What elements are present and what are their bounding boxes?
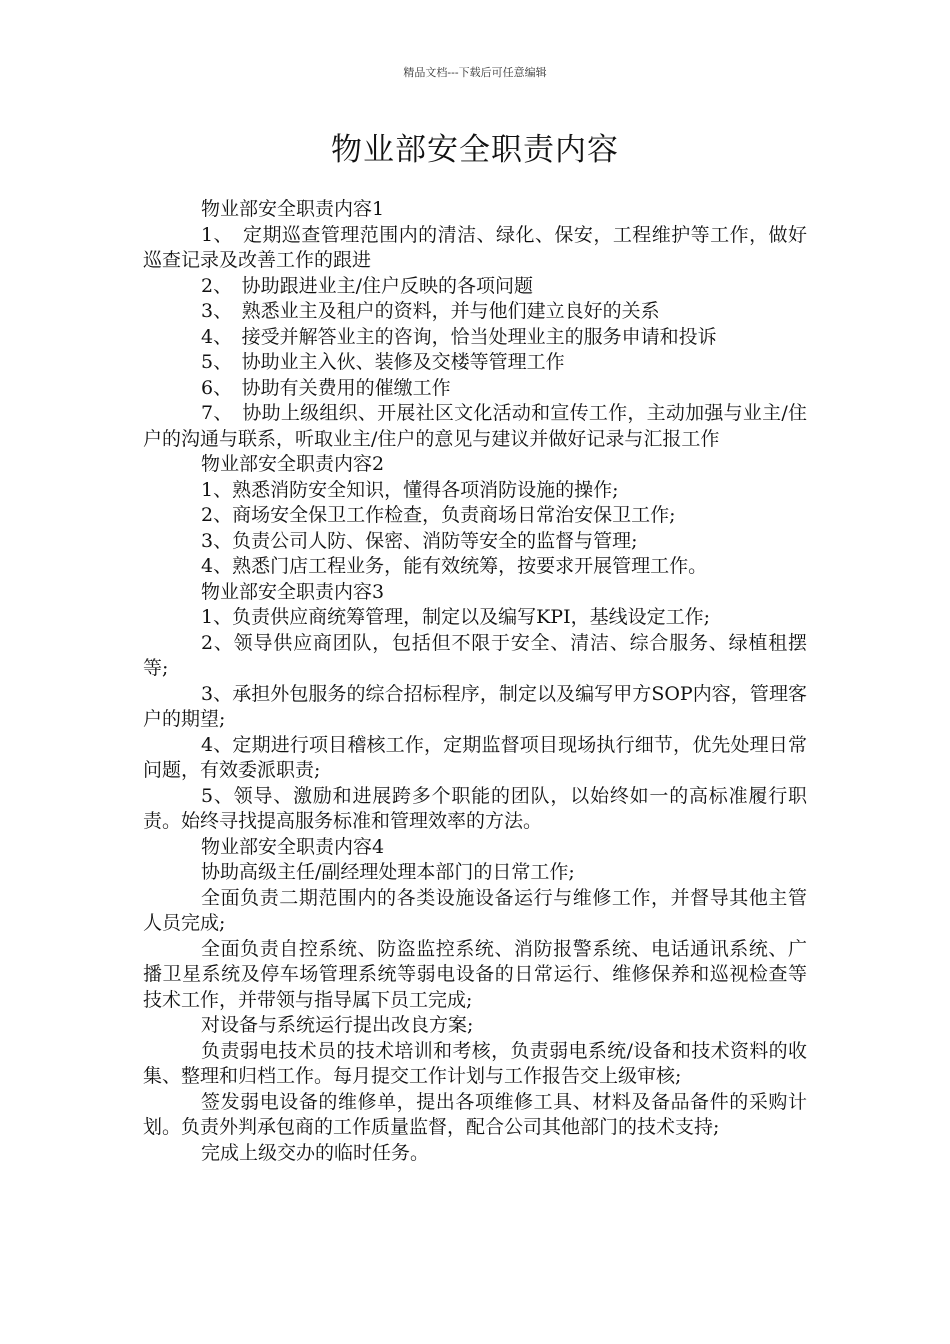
page-header-note: 精品文档---下载后可任意编辑: [403, 66, 547, 79]
list-item: 1、熟悉消防安全知识，懂得各项消防设施的操作;: [201, 478, 619, 501]
list-item: 3、负责公司人防、保密、消防等安全的监督与管理;: [201, 529, 638, 552]
list-item: 5、 协助业主入伙、装修及交楼等管理工作: [201, 351, 565, 373]
list-item: 2、 协助跟进业主/住户反映的各项问题: [201, 274, 533, 297]
document-title: 物业部安全职责内容: [331, 132, 619, 168]
list-item: 3、承担外包服务的综合招标程序，制定以及编写甲方SOP内容，管理客户的期望;: [143, 682, 807, 730]
list-item: 签发弱电设备的维修单，提出各项维修工具、材料及备品备件的采购计划。负责外判承包商的工作质量监督，配合公司其他部门的技术支持;: [143, 1090, 807, 1138]
list-item: 1、 定期巡查管理范围内的清洁、绿化、保安，工程维护等工作，做好巡查记录及改善工作的跟进: [143, 223, 807, 271]
section-heading: 物业部安全职责内容4: [201, 835, 385, 858]
list-item: 2、领导供应商团队，包括但不限于安全、清洁、综合服务、绿植租摆等;: [143, 631, 807, 679]
list-item: 负责弱电技术员的技术培训和考核，负责弱电系统/设备和技术资料的收集、整理和归档工作。每月提交工作计划与工作报告交上级审核;: [143, 1039, 807, 1087]
list-item: 全面负责二期范围内的各类设施设备运行与维修工作，并督导其他主管人员完成;: [143, 886, 807, 934]
list-item: 3、 熟悉业主及租户的资料，并与他们建立良好的关系: [201, 300, 660, 322]
document-body: [143, 197, 807, 1166]
list-item: 1、负责供应商统筹管理，制定以及编写KPI，基线设定工作;: [201, 606, 710, 628]
list-item: 协助高级主任/副经理处理本部门的日常工作;: [201, 861, 575, 883]
list-item: 4、熟悉门店工程业务，能有效统筹，按要求开展管理工作。: [201, 555, 708, 577]
section-heading: 物业部安全职责内容1: [201, 198, 385, 220]
list-item: 完成上级交办的临时任务。: [201, 1141, 430, 1164]
list-item: 4、 接受并解答业主的咨询，恰当处理业主的服务申请和投诉: [201, 325, 717, 348]
section-heading: 物业部安全职责内容2: [201, 453, 385, 475]
section-heading: 物业部安全职责内容3: [201, 580, 385, 603]
list-item: 6、 协助有关费用的催缴工作: [201, 376, 451, 399]
list-item: 全面负责自控系统、防盗监控系统、消防报警系统、电话通讯系统、广播卫星系统及停车场管理系统等弱电设备的日常运行、维修保养和巡视检查等技术工作，并带领与指导属下员工完成;: [143, 937, 807, 1011]
list-item: 2、商场安全保卫工作检查，负责商场日常治安保卫工作;: [201, 504, 676, 526]
list-item: 5、领导、激励和进展跨多个职能的团队，以始终如一的高标准履行职责。始终寻找提高服务标准和管理效率的方法。: [143, 784, 807, 832]
list-item: 4、定期进行项目稽核工作，定期监督项目现场执行细节，优先处理日常问题，有效委派职责;: [143, 733, 807, 781]
list-item: 7、 协助上级组织、开展社区文化活动和宣传工作，主动加强与业主/住户的沟通与联系，听取业主/住户的意见与建议并做好记录与汇报工作: [143, 402, 807, 450]
list-item: 对设备与系统运行提出改良方案;: [201, 1014, 474, 1036]
